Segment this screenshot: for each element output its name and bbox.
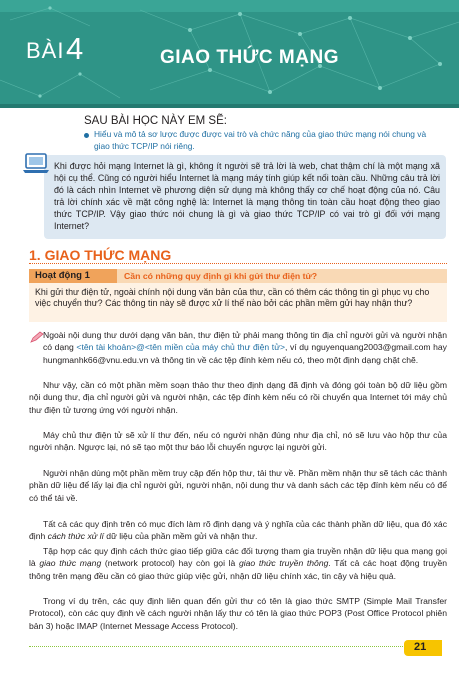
paragraph-text: , ví dụ nguyenquang2003@gmail.com hay hungmanhk66@vnu.edu.vn và thông tin về các tệp đính kèm nếu có, theo một định dạng chặt chẽ. <box>43 342 447 365</box>
paragraph-text: Tất cả các quy định trên có mục đích làm rõ định dạng và ý nghĩa của các thành phần dữ liệu, qua đó xác định <box>29 519 447 542</box>
activity-question: Cần có những quy định gì khi gửi thư điện tử? <box>124 271 318 281</box>
body-paragraph-3: Máy chủ thư điện tử sẽ xử lí thư đến, nếu có người nhận đúng như địa chỉ, nó sẽ lưu vào hộp thư của người nhận. Ngược lại, nó sẽ tạo một thư báo lỗi chuyển ngược lại người gửi. <box>29 430 447 453</box>
paragraph-text: Ngoài nội dung thư dưới dạng văn bản, thư điện tử phải mang thông tin địa chỉ người gửi và người nhận có dạng <box>43 330 447 353</box>
paragraph-text: . Tất cả các hoạt động truyền thông trên mạng đều cần có giao thức giúp việc gửi, nhận dữ liệu chính xác, tin cậy và hiệu quả. <box>29 558 448 581</box>
paragraph-text: dữ liệu của phần mềm gửi và nhận thư. <box>103 531 258 542</box>
body-paragraph-4: Người nhận dùng một phần mềm truy cập đến hộp thư, tải thư về. Phần mềm nhận thư sẽ tách các thành phần dữ liệu để lấy lại địa chỉ người gửi, người nhận, nội dung thư và danh sách các tệp đính kèm nếu có để có thể tải về. <box>29 468 447 503</box>
bullet-icon <box>84 133 89 138</box>
lesson-banner <box>0 0 459 108</box>
section-title: 1. GIAO THỨC MẠNG <box>29 247 172 263</box>
objective-item: Hiểu và mô tả sơ lược được được vai trò và chức năng của giao thức mạng nói chung và giao thức TCP/IP nói riêng. <box>94 129 427 151</box>
footer-divider <box>29 646 407 647</box>
body-paragraph-7: Trong ví dụ trên, các quy định liên quan đến gửi thư có tên là giao thức SMTP (Simple Mail Transfer Protocol), còn các quy định về cách người nhận lấy thư có tên là giao thức POP3 (Post Office Protocol phiên bản 3) hoặc IMAP (Internet Message Access Protocol). <box>29 596 447 631</box>
body-paragraph-5 <box>29 518 447 543</box>
objectives-heading: SAU BÀI HỌC NÀY EM SẼ: <box>84 115 227 127</box>
body-paragraph-2: Như vậy, cần có một phần mềm soạn thảo thư theo định dạng đã định và đóng gói toàn bộ dữ liệu gồm nội dung thư, địa chỉ người gửi và người nhận, các tệp đính kèm nếu có rồi chuyển qua Internet tới máy chủ thư điện tử tương ứng với người nhận. <box>29 380 447 415</box>
address-format: <tên tài khoản>@<tên miền của máy chủ thư điện tử> <box>76 342 285 353</box>
lesson-number: 4 <box>66 31 84 66</box>
intro-text: Khi được hỏi mạng Internet là gì, không ít người sẽ trả lời là web, chat thậm chí là một mạng xã hội cụ thể. Cũng có người hiểu Internet là mạng máy tính giúp kết nối toàn cầu. Những câu trả lời đó là cách nhìn Internet về phương diện sử dụng mà không thấy cơ chế hoạt động của nó. Câu trả lời chính xác về mặt công nghệ là: Internet là mạng thông tin toàn cầu hoạt động theo giao thức TCP/IP. Vậy giao thức nói chung là gì và giao thức TCP/IP có vai trò gì đối với mạng Internet? <box>54 161 440 232</box>
activity-text: Khi gửi thư điện tử, ngoài chính nội dung văn bản của thư, cần có thêm các thông tin gì phục vụ cho việc chuyển thư? Các thông tin này sẽ được xử lí thế nào bởi các phần mềm gửi hay nhận thư? <box>35 287 430 309</box>
italic-term: giao thức truyền thông <box>238 558 329 569</box>
paragraph-text: (network protocol) hay còn gọi là <box>101 558 239 569</box>
italic-term: giao thức mạng <box>39 558 102 569</box>
body-paragraph-6 <box>29 545 447 582</box>
activity-label: Hoạt động 1 <box>35 270 90 281</box>
section-divider <box>29 263 447 264</box>
italic-term: cách thức xử lí <box>47 531 104 542</box>
body-paragraph-1 <box>29 329 447 366</box>
paragraph-text: Tập hợp các quy định cách thức giao tiếp giữa các đối tượng tham gia truyền nhận dữ liệu qua mạng gọi là <box>29 546 447 569</box>
lesson-label: BÀI <box>26 38 65 63</box>
lesson-title: GIAO THỨC MẠNG <box>160 47 339 68</box>
page-number: 21 <box>414 641 427 653</box>
laptop-icon <box>22 152 52 176</box>
